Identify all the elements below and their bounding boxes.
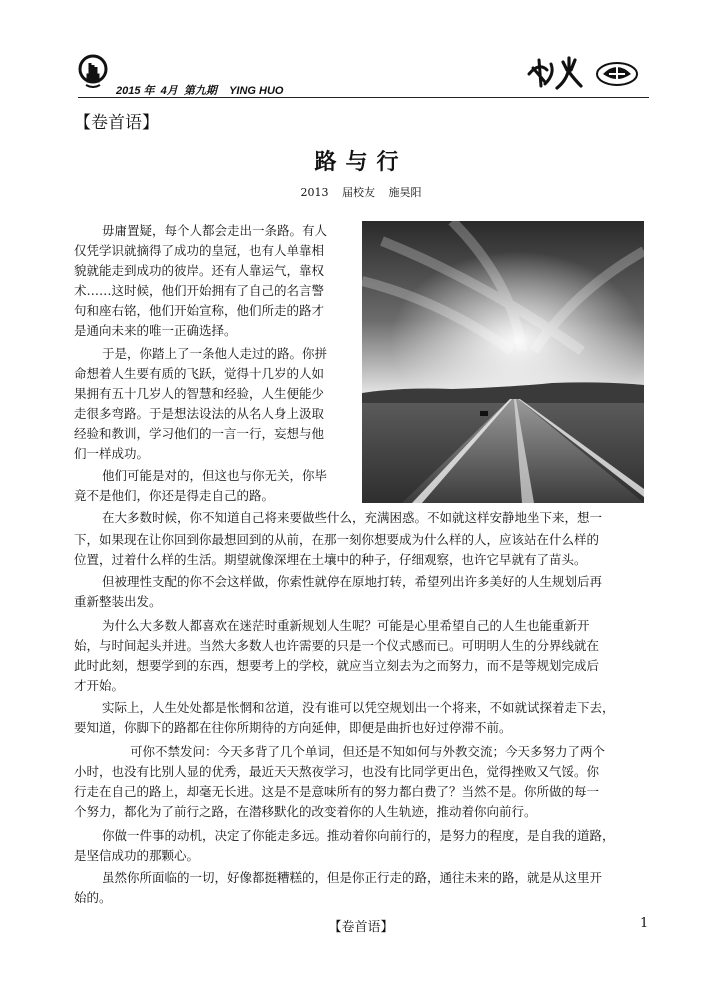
body-line: 句和座右铭，他们开始宣称，他们所走的路才 bbox=[74, 303, 325, 318]
body-line: 经验和教训，学习他们的一言一行，妄想与他 bbox=[74, 426, 325, 441]
page-number: 1 bbox=[640, 916, 649, 931]
ying-huo-brand-logo-icon bbox=[525, 54, 643, 90]
issue-info: 2015 年 4月 第九期 YING HUO bbox=[116, 85, 284, 97]
body-line: 虽然你所面临的一切，好像都挺糟糕的，但是你正行走的路，通往未来的路，就是从这里开 bbox=[102, 870, 603, 885]
body-line: 他们可能是对的，但这也与你无关，你毕 bbox=[102, 468, 328, 483]
body-line: 你做一件事的动机，决定了你能走多远。推动着你向前行的，是努力的程度，是自我的道路， bbox=[102, 828, 615, 843]
body-line: 果拥有五十几岁人的智慧和经验，人生便能少 bbox=[74, 386, 325, 401]
body-line: 于是，你踏上了一条他人走过的路。你拼 bbox=[102, 346, 328, 361]
body-line: 实际上，人生处处都是怅惘和岔道，没有谁可以凭空规划出一个将来，不如就试探着走下去， bbox=[102, 700, 615, 715]
body-line: 可你不禁发问：今天多背了几个单词，但还是不知如何与外教交流；今天多努力了两个 bbox=[130, 744, 606, 759]
body-line: 才开始。 bbox=[74, 678, 125, 693]
body-line: 行走在自己的路上，却毫无长进。这是不是意味所有的努力都白费了？当然不是。你所做的每一 bbox=[74, 784, 600, 799]
body-line: 走很多弯路。于是想法设法的从名人身上汲取 bbox=[74, 406, 325, 421]
footer-label: 【卷首语】 bbox=[328, 920, 394, 935]
body-line: 下，如果现在让你回到你最想回到的从前，在那一刻你想要成为什么样的人，应该站在什么样的 bbox=[74, 532, 600, 547]
body-line: 此时此刻，想要学到的东西，想要考上的学校，就应当立刻去为之而努力，而不是等规划完成后 bbox=[74, 658, 600, 673]
body-line: 为什么大多数人都喜欢在迷茫时重新规划人生呢？可能是心里希望自己的人生也能重新开 bbox=[102, 618, 590, 633]
article-byline: 2013 届校友 施昊阳 bbox=[300, 186, 422, 199]
hand-lightbulb-logo-icon bbox=[78, 54, 108, 88]
body-line: 们一样成功。 bbox=[74, 446, 150, 461]
body-line: 要知道，你脚下的路都在往你所期待的方向延伸，即便是曲折也好过停滞不前。 bbox=[74, 720, 512, 735]
body-line: 始的。 bbox=[74, 890, 112, 905]
body-line: 小时，也没有比别人显的优秀，最近天天熬夜学习，也没有比同学更出色，觉得挫败又气馁。你 bbox=[74, 764, 600, 779]
road-to-horizon-photo bbox=[362, 221, 644, 503]
body-line: 术……这时候，他们开始拥有了自己的名言警 bbox=[74, 283, 325, 298]
body-line: 在大多数时候，你不知道自己将来要做些什么，充满困惑。不如就这样安静地坐下来，想一 bbox=[102, 510, 603, 525]
body-line: 是坚信成功的那颗心。 bbox=[74, 848, 200, 863]
body-line: 但被理性支配的你不会这样做，你索性就停在原地打转，希望列出许多美好的人生规划后再 bbox=[102, 574, 603, 589]
body-line: 毋庸置疑，每个人都会走出一条路。有人 bbox=[102, 223, 328, 238]
body-line: 个努力，都化为了前行之路，在潜移默化的改变着你的人生轨迹，推动着你向前行。 bbox=[74, 804, 537, 819]
article-title: 路与行 bbox=[314, 149, 408, 175]
body-line: 竟不是他们，你还是得走自己的路。 bbox=[74, 488, 275, 503]
body-line: 貌就能走到成功的彼岸。还有人靠运气，靠权 bbox=[74, 263, 325, 278]
body-line: 重新整装出发。 bbox=[74, 594, 162, 609]
body-line: 仅凭学识就摘得了成功的皇冠，也有人单靠相 bbox=[74, 243, 325, 258]
body-line: 命想着人生要有质的飞跃，觉得十几岁的人如 bbox=[74, 366, 325, 381]
body-line: 始，与时间起头并进。当然大多数人也许需要的只是一个仪式感而已。可明明人生的分界线就在 bbox=[74, 638, 600, 653]
section-label: 【卷首语】 bbox=[74, 113, 159, 133]
page-header bbox=[78, 50, 649, 98]
header-rule bbox=[78, 97, 649, 98]
body-line: 是通向未来的唯一正确选择。 bbox=[74, 323, 237, 338]
body-line: 位置，过着什么样的生活。期望就像深埋在土壤中的种子，仔细观察，也许它早就有了苗头。 bbox=[74, 552, 587, 567]
